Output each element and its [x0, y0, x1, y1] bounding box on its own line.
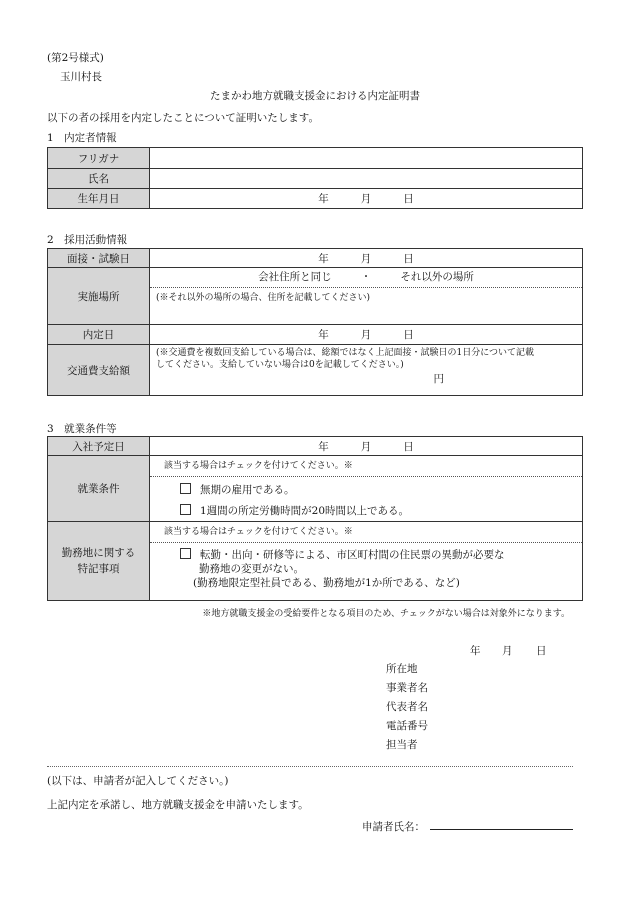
yen-unit: 円: [433, 373, 444, 385]
applicant-note: (以下は、申請者が記入してください。): [47, 775, 229, 787]
furigana-label: フリガナ: [48, 148, 150, 169]
venue-option-same[interactable]: 会社住所と同じ: [258, 271, 332, 283]
birthdate-field[interactable]: 年 月 日: [150, 189, 583, 209]
travel-expense-field[interactable]: [150, 345, 583, 396]
footnote: ※地方就職支援金の受給要件となる項目のため、チェックがない場合は対象外になります。: [202, 609, 570, 619]
applicant-statement: 上記内定を承諾し、地方就職支援金を申請いたします。: [47, 799, 309, 811]
birthdate-label: 生年月日: [48, 189, 150, 209]
employment-instruction: 該当する場合はチェックを付けてください。※: [150, 456, 582, 477]
interview-date-label: 面接・試験日: [48, 249, 150, 268]
join-date-field[interactable]: 年 月 日: [150, 437, 583, 456]
section1-heading: 1 内定者情報: [47, 132, 117, 144]
venue-separator: ・: [360, 271, 372, 283]
checkbox-working-hours[interactable]: [180, 504, 191, 515]
travel-note-1: (※交通費を複数回支給している場合は、総額ではなく上記面接・試験日の1日分について記載: [156, 348, 535, 358]
checkbox-no-relocation[interactable]: [180, 548, 191, 559]
venue-options: [150, 268, 582, 288]
travel-note-2: してください。支給していない場合は0を記載してください。): [156, 360, 404, 370]
company-location-label: 所在地: [386, 663, 418, 675]
venue-label: 実施場所: [48, 268, 150, 325]
name-field[interactable]: [150, 169, 583, 189]
offer-date-field[interactable]: 年 月 日: [150, 325, 583, 345]
workplace-item-1-line3: (勤務地限定型社員である、勤務地が1か所である、など): [193, 577, 460, 589]
checkbox-permanent-employment[interactable]: [180, 483, 191, 494]
cut-line: [47, 766, 573, 767]
addressee: 玉川村長: [60, 71, 102, 83]
employment-item-1[interactable]: 無期の雇用である。: [150, 477, 582, 497]
applicant-info-table: [47, 147, 583, 209]
employment-field: [150, 456, 583, 522]
form-number: (第2号様式): [47, 52, 104, 64]
venue-note: (※それ以外の場所の場合、住所を記載してください): [156, 293, 371, 303]
venue-option-other[interactable]: それ以外の場所: [400, 271, 474, 283]
venue-field[interactable]: [150, 268, 583, 325]
phone-label: 電話番号: [386, 720, 428, 732]
business-name-label: 事業者名: [386, 682, 428, 694]
furigana-field[interactable]: [150, 148, 583, 169]
workplace-field: [150, 522, 583, 601]
workplace-item-1[interactable]: 転勤・出向・研修等による、市区町村間の住民票の異動が必要な: [150, 543, 582, 562]
name-label: 氏名: [48, 169, 150, 189]
offer-date-label: 内定日: [48, 325, 150, 345]
applicant-name-label: 申請者氏名：: [362, 821, 425, 833]
interview-date-field[interactable]: 年 月 日: [150, 249, 583, 268]
intro-text: 以下の者の採用を内定したことについて証明いたします。: [47, 112, 319, 124]
contact-person-label: 担当者: [386, 739, 418, 751]
travel-expense-label: 交通費支給額: [48, 345, 150, 396]
section2-heading: 2 採用活動情報: [47, 234, 128, 246]
workplace-instruction: 該当する場合はチェックを付けてください。※: [150, 522, 582, 543]
workplace-item-1-line2: 勤務地の変更がない。: [199, 563, 304, 575]
recruitment-info-table: [47, 248, 583, 396]
section3-heading: 3 就業条件等: [47, 423, 117, 435]
employment-label: 就業条件: [48, 456, 150, 522]
employment-item-2[interactable]: 1週間の所定労働時間が20時間以上である。: [150, 497, 582, 518]
certification-date[interactable]: 年 月 日: [470, 645, 547, 657]
join-date-label: 入社予定日: [48, 437, 150, 456]
applicant-name-field[interactable]: [430, 817, 573, 830]
document-title: たまかわ地方就職支援金における内定証明書: [210, 90, 420, 102]
representative-label: 代表者名: [386, 701, 428, 713]
workplace-label: 勤務地に関する 特記事項: [48, 522, 150, 601]
employment-conditions-table: [47, 436, 583, 601]
